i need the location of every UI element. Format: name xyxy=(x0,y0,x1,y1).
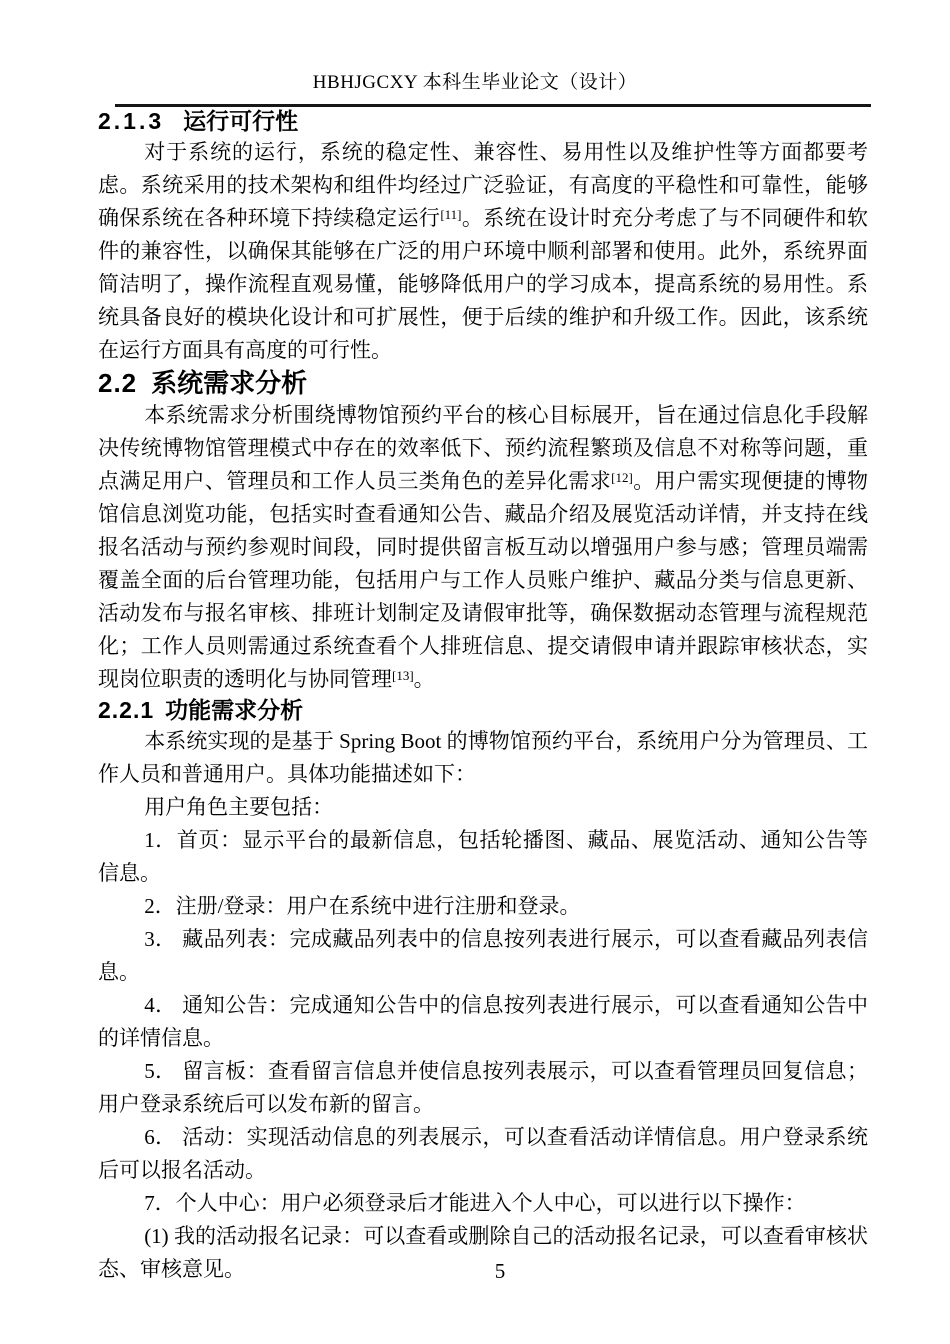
section-title: 功能需求分析 xyxy=(165,697,304,723)
section-number: 2.1.3 xyxy=(98,107,165,134)
section-title: 运行可行性 xyxy=(183,107,299,134)
section-number: 2.2.1 xyxy=(98,697,155,723)
paragraph-text: 。用户需实现便捷的博物馆信息浏览功能，包括实时查看通知公告、藏品介绍及展览活动详情，并支持在线报名活动与预约参观时间段，同时提供留言板互动以增强用户参与感；管理员端需覆盖全面的后台管理功能，包括用户与工作人员账户维护、藏品分类与信息更新、活动发布与报名审核、排班计划制定及请假审批等，确保数据动态管理与流程规范化；工作人员则需通过系统查看个人排班信息、提交请假申请并跟踪审核状态，实现岗位职责的透明化与协同管理 xyxy=(98,469,869,691)
citation-ref-13: [13] xyxy=(392,668,414,684)
list-item-personal-center: 7．个人中心：用户必须登录后才能进入个人中心，可以进行以下操作： xyxy=(144,1190,806,1215)
paragraph-requirement-overview xyxy=(98,399,868,696)
list-item-notice-announcement: 4． 通知公告：完成通知公告中的信息按列表进行展示，可以查看通知公告中的详情信息。 xyxy=(98,992,868,1050)
list-item-activity: 6． 活动：实现活动信息的列表展示，可以查看活动详情信息。用户登录系统后可以报名活动。 xyxy=(98,1124,868,1182)
document-body xyxy=(0,107,950,1286)
citation-ref-12: [12] xyxy=(611,470,633,486)
list-item-home: 1．首页：显示平台的最新信息，包括轮播图、藏品、展览活动、通知公告等信息。 xyxy=(98,827,868,885)
list-item-register-login: 2．注册/登录：用户在系统中进行注册和登录。 xyxy=(144,893,581,918)
section-heading-2-1-3 xyxy=(98,107,868,136)
paragraph-function-intro: 本系统实现的是基于 Spring Boot 的博物馆预约平台，系统用户分为管理员、工作人员和普通用户。具体功能描述如下： xyxy=(98,728,868,786)
paragraph-text: 。系统在设计时充分考虑了与不同硬件和软件的兼容性，以确保其能够在广泛的用户环境中顺利部署和使用。此外，系统界面简洁明了，操作流程直观易懂，能够降低用户的学习成本，提高系统的易用性。系统具备良好的模块化设计和可扩展性，便于后续的维护和升级工作。因此，该系统在运行方面具有高度的可行性。 xyxy=(98,205,869,362)
section-title: 系统需求分析 xyxy=(151,367,308,398)
running-header xyxy=(0,0,950,107)
paragraph-text: 本系统需求分析围绕博物馆预约平台的核心目标展开，旨在通过信息化手段解决传统博物馆管理模式中存在的效率低下、预约流程繁琐及信息不对称等问题，重点满足用户、管理员和工作人员三类角色的差异化需求 xyxy=(98,403,868,493)
page-footer xyxy=(50,1259,950,1284)
running-header-title: HBHJGCXY 本科生毕业论文（设计） xyxy=(312,72,638,93)
list-item-collection-list: 3． 藏品列表：完成藏品列表中的信息按列表进行展示，可以查看藏品列表信息。 xyxy=(98,926,868,984)
page-number: 5 xyxy=(494,1259,506,1283)
section-number: 2.2 xyxy=(98,367,138,398)
section-heading-2-2 xyxy=(98,367,868,400)
paragraph-user-roles-label: 用户角色主要包括： xyxy=(144,794,334,819)
list-item-message-board: 5． 留言板：查看留言信息并使信息按列表展示，可以查看管理员回复信息；用户登录系统后可以发布新的留言。 xyxy=(98,1058,868,1116)
paragraph-text: 对于系统的运行，系统的稳定性、兼容性、易用性以及维护性等方面都要考虑。系统采用的技术架构和组件均经过广泛验证，有高度的平稳性和可靠性，能够确保系统在各种环境下持续稳定运行 xyxy=(98,139,868,230)
paragraph-text: 。 xyxy=(413,667,435,691)
citation-ref-11: [11] xyxy=(440,206,462,222)
section-heading-2-2-1 xyxy=(98,696,868,725)
list-item-activity-records: (1) 我的活动报名记录：可以查看或删除自己的活动报名记录，可以查看审核状态、审核意见。 xyxy=(98,1223,868,1281)
paragraph-operational-feasibility xyxy=(98,136,868,367)
